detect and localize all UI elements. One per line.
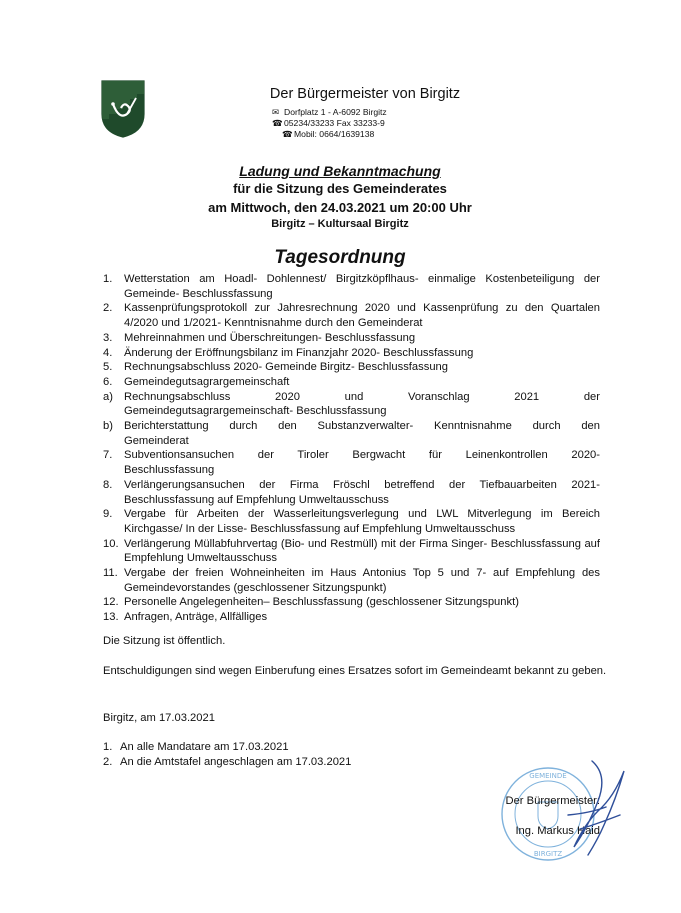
excuse-note: Entschuldigungen sind wegen Einberufung eines Ersatzes sofort im Gemeindeamt bekannt zu geben.: [103, 665, 607, 677]
contact-block: [200, 107, 530, 140]
agenda-item: b) Berichterstattung durch den Substanzverwalter- Kenntnisnahme durch den Gemeinderat: [103, 420, 600, 447]
agenda-item: 10. Verlängerung Müllabfuhrvertag (Bio- und Restmüll) mit der Firma Singer- Beschlussfassung auf Empfehlung Umweltausschuss: [103, 537, 600, 565]
public-note: Die Sitzung ist öffentlich.: [103, 635, 226, 647]
handwritten-signature: [528, 755, 638, 865]
meeting-location: Birgitz – Kultursaal Birgitz: [271, 218, 409, 230]
list-item: 2. An die Amtstafel angeschlagen am 17.03.2021: [103, 755, 352, 768]
meeting-title-block: [140, 163, 540, 232]
svg-text:BIRGITZ: BIRGITZ: [533, 850, 563, 858]
agenda-item: 13. Anfragen, Anträge, Allfälliges: [103, 611, 268, 624]
agenda-item: 8. Verlängerungsansuchen der Firma Fröschl betreffend der Tiefbauarbeiten 2021- Beschlussfassung auf Empfehlung Umweltausschuss: [103, 478, 600, 506]
list-item: 1. An alle Mandatare am 17.03.2021: [103, 741, 289, 753]
agenda-heading: Tagesordnung: [274, 247, 406, 268]
agenda-item: 12. Personelle Angelegenheiten– Beschlussfassung (geschlossener Sitzungspunkt): [103, 596, 519, 609]
telephone-icon: ☎: [282, 129, 293, 139]
agenda-item: 6. Gemeindegutsagrargemeinschaft: [103, 375, 290, 388]
agenda-item: 1. Wetterstation am Hoadl- Dohlennest/ Birgitzköpflhaus- einmalige Kostenbeteiligung der Gemeinde- Beschlussfassung: [103, 273, 600, 300]
agenda-item: 11. Vergabe der freien Wohneinheiten im Haus Antonius Top 5 und 7- auf Empfehlung des Gemeindevorstandes (geschlossener Sitzungspunkt): [103, 567, 600, 594]
document-subtitle: für die Sitzung des Gemeinderates: [233, 181, 447, 196]
agenda-item: 7. Subventionsansuchen der Tiroler Bergwacht für Leinenkontrollen 2020- Beschlussfassung: [103, 449, 600, 477]
phone-fax: 05234/33233 Fax 33233-9: [284, 118, 385, 128]
agenda-item: 5. Rechnungsabschluss 2020- Gemeinde Birgitz- Beschlussfassung: [103, 361, 448, 374]
distribution-list: [103, 740, 351, 769]
agenda-list: [103, 272, 600, 625]
letterhead: [200, 86, 530, 140]
signatory-name: Ing. Markus Haid: [515, 824, 600, 837]
signature-role: Der Bürgermeister:: [505, 795, 600, 807]
mayor-title: Der Bürgermeister von Birgitz: [269, 86, 461, 102]
agenda-item: 3. Mehreinnahmen und Überschreitungen- Beschlussfassung: [103, 331, 416, 344]
document-title: Ladung und Bekanntmachung: [239, 163, 441, 179]
municipal-crest-icon: [101, 80, 145, 138]
meeting-datetime: am Mittwoch, den 24.03.2021 um 20:00 Uhr: [208, 200, 472, 215]
agenda-item: 4. Änderung der Eröffnungsbilanz im Finanzjahr 2020- Beschlussfassung: [103, 346, 474, 359]
svg-text:GEMEINDE: GEMEINDE: [529, 772, 567, 780]
address: Dorfplatz 1 - A-6092 Birgitz: [284, 107, 387, 117]
mobile-number: Mobil: 0664/1639138: [294, 129, 375, 139]
agenda-item: 2. Kassenprüfungsprotokoll zur Jahresrechnung 2020 und Kassenprüfung zu den Quartalen 4/2020 und 1/2021- Kenntnisnahme durch den Gemeinderat: [103, 302, 600, 330]
envelope-icon: ✉: [272, 107, 280, 117]
agenda-item: a) Rechnungsabschluss 2020 und Voranschlag 2021 der Gemeindegutsagrargemeinschaft- Beschlussfassung: [103, 390, 600, 418]
telephone-icon: ☎: [272, 118, 283, 128]
place-date: Birgitz, am 17.03.2021: [103, 712, 215, 724]
agenda-item: 9. Vergabe für Arbeiten der Wasserleitungsverlegung und LWL Mitverlegung im Bereich Kirchgasse/ In der Lisse- Beschlussfassung auf Empfehlung Umweltausschuss: [103, 508, 600, 535]
